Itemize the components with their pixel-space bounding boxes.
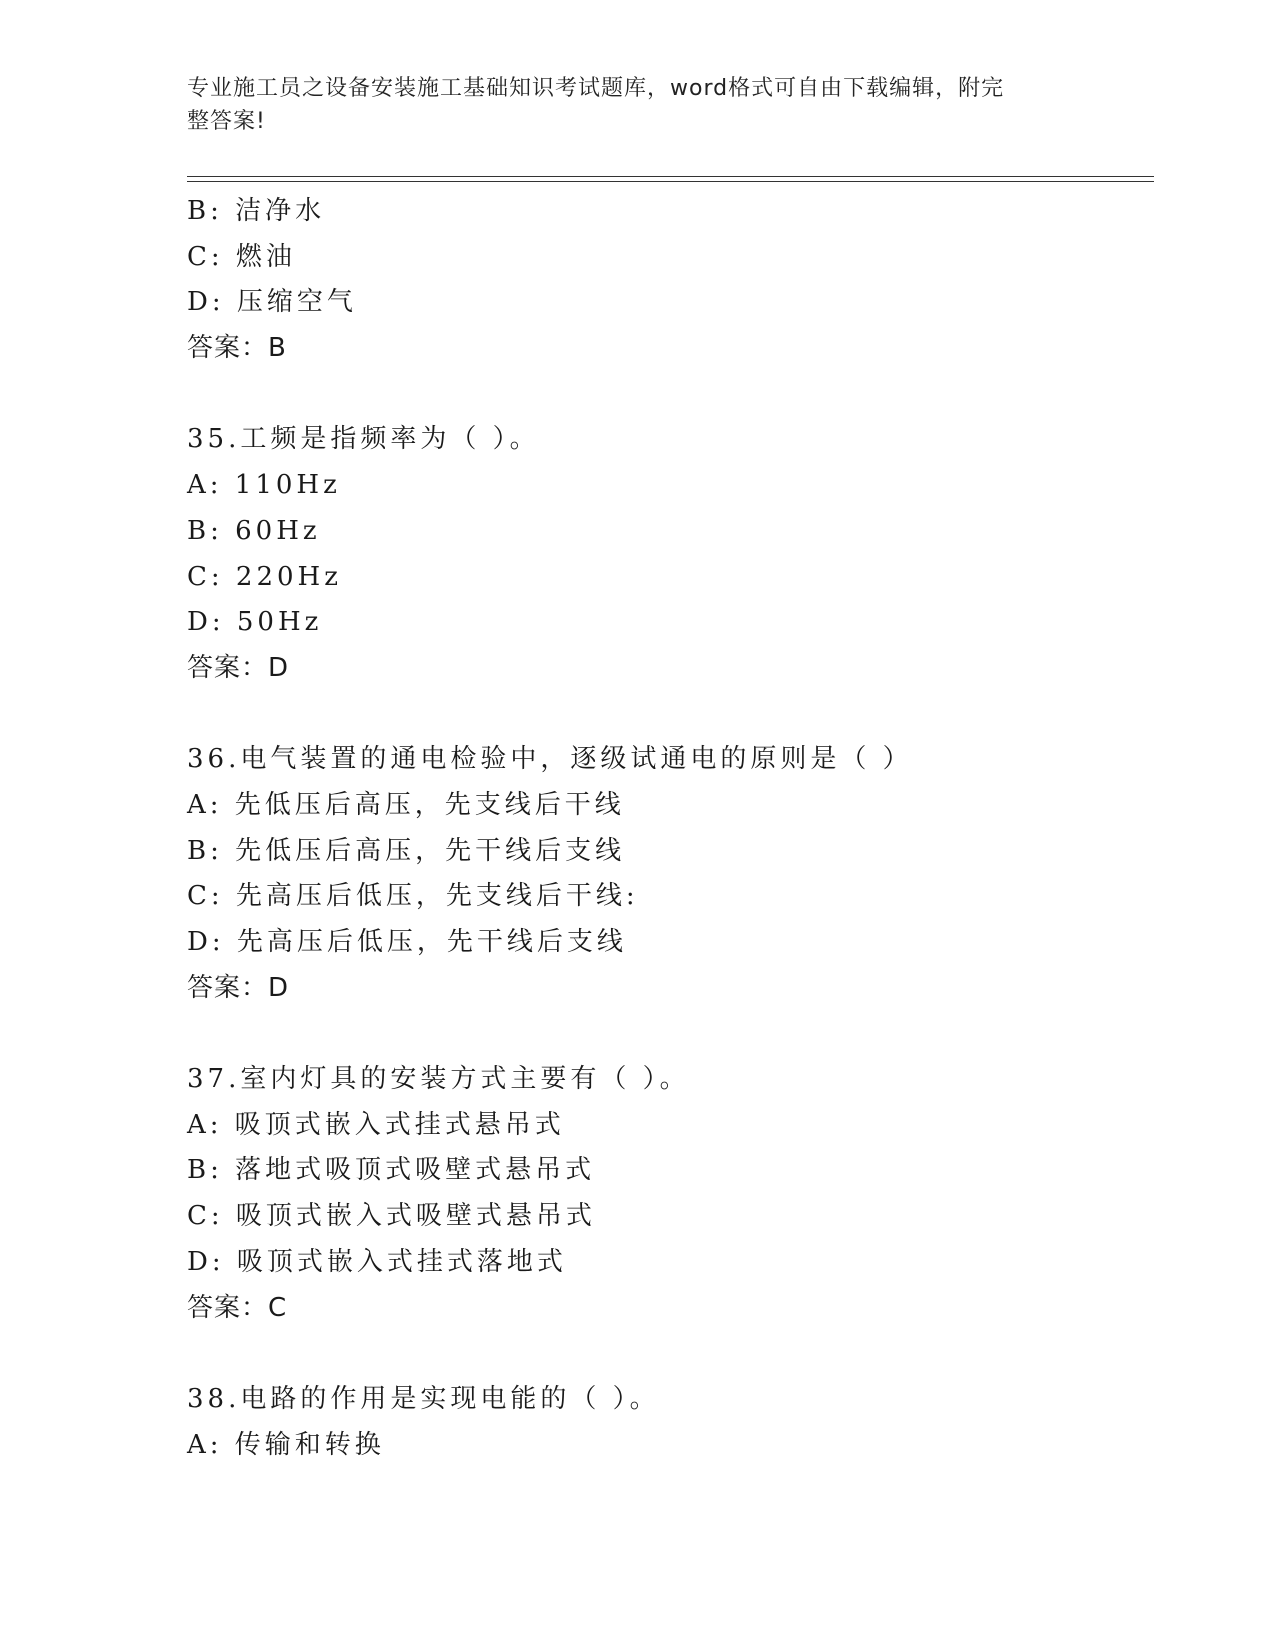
option-a: A: 110Hz (187, 470, 341, 501)
option-c: C: 吸顶式嵌入式吸壁式悬吊式 (187, 1201, 596, 1232)
question-list (187, 189, 1147, 1468)
option-a: A: 吸顶式嵌入式挂式悬吊式 (187, 1109, 565, 1140)
option-d: D: 吸顶式嵌入式挂式落地式 (187, 1246, 567, 1277)
option-b: B: 洁净水 (187, 196, 326, 226)
answer-label: 答案：D (187, 652, 290, 683)
question-text: 35.工频是指频率为（ ）。 (187, 424, 540, 455)
answer-label: 答案：D (187, 972, 290, 1003)
option-b: B: 落地式吸顶式吸壁式悬吊式 (187, 1155, 596, 1186)
option-d: D: 50Hz (187, 607, 323, 638)
header-line-2: 整答案! (187, 109, 266, 134)
option-c: C: 燃油 (187, 241, 296, 272)
header-line-1: 专业施工员之设备安装施工基础知识考试题库，word格式可自由下载编辑，附完 (187, 76, 1005, 101)
option-d: D: 先高压后低压，先干线后支线 (187, 927, 627, 957)
option-a: A: 传输和转换 (187, 1429, 385, 1460)
question-block-36 (187, 737, 1147, 1011)
question-block-38 (187, 1377, 1147, 1468)
question-block-34 (187, 189, 1147, 372)
spacer (187, 1331, 1147, 1377)
option-c: C: 先高压后低压，先支线后干线: (187, 881, 639, 912)
option-a: A: 先低压后高压，先支线后干线 (187, 789, 625, 820)
header-divider-top (187, 176, 1154, 177)
answer-label: 答案：B (187, 333, 287, 364)
question-block-35 (187, 417, 1147, 691)
spacer (187, 372, 1147, 418)
question-block-37 (187, 1057, 1147, 1331)
option-b: B: 60Hz (187, 515, 321, 546)
spacer (187, 692, 1147, 738)
question-text: 37.室内灯具的安装方式主要有（ ）。 (187, 1064, 690, 1095)
header-divider-bottom (187, 181, 1154, 182)
question-text: 38.电路的作用是实现电能的（ ）。 (187, 1383, 660, 1414)
spacer (187, 1011, 1147, 1057)
document-header (187, 72, 1067, 138)
option-b: B: 先低压后高压，先干线后支线 (187, 835, 626, 866)
option-c: C: 220Hz (187, 561, 342, 592)
option-d: D: 压缩空气 (187, 287, 357, 318)
answer-label: 答案：C (187, 1292, 288, 1323)
question-text: 36.电气装置的通电检验中，逐级试通电的原则是（ ） (187, 744, 913, 775)
